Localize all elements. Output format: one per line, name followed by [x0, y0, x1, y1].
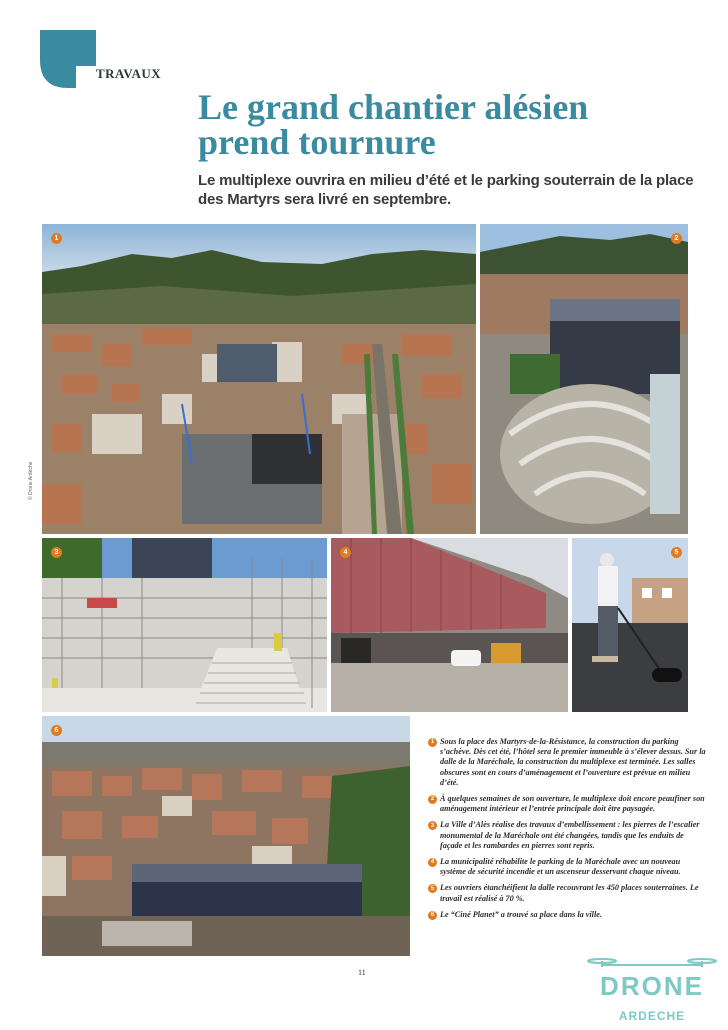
photo-number-badge: 2 [671, 233, 682, 244]
caption-number-badge: 5 [428, 884, 437, 893]
caption-number-badge: 2 [428, 795, 437, 804]
photo-staircase-scaffolding [42, 538, 327, 712]
article-title [198, 87, 698, 162]
photo-number-badge: 5 [671, 547, 682, 558]
caption-number-badge: 4 [428, 858, 437, 867]
caption-item [428, 910, 708, 920]
logo-wordmark: DRONE [600, 971, 704, 1001]
caption-number-badge: 1 [428, 738, 437, 747]
caption-text: Sous la place des Martyrs-de-la-Résistance, la construction du parking s’achève. Dès cet été, l’hôtel sera le premier immeuble à s’élever dessus. Sur la dalle de la Maréchale, la construction du multiplexe est terminée. Les salles obscures sont en cours d’aménagement et l’ouverture est prévue en milieu d’été. [440, 737, 706, 787]
article-title-line1: Le grand chantier alésien [198, 87, 589, 127]
caption-text: La municipalité réhabilite le parking de la Maréchale avec un nouveau système de sécurité incendie et un ascenseur desservant chaque niveau. [440, 857, 681, 877]
logo-subtitle: ARDECHE [618, 1009, 686, 1023]
article-subtitle: Le multiplexe ouvrira en milieu d’été et le parking souterrain de la place des Martyrs sera livré en septembre. [198, 172, 694, 208]
drone-ardeche-logo [582, 953, 722, 1028]
caption-text: La Ville d’Alès réalise des travaux d’embellissement : les pierres de l’escalier monumental de la Maréchale ont été changées, tandis que les enduits de façade et les rambardes en pierres sont repris. [440, 820, 700, 850]
section-corner-tab [40, 30, 96, 88]
caption-text: À quelques semaines de son ouverture, le multiplexe doit encore peaufiner son aménagement intérieur et l’entrée principale doit être paysagée. [440, 794, 705, 814]
caption-item [428, 883, 708, 903]
photo-captions [428, 737, 708, 926]
photo-parking-entrance [331, 538, 568, 712]
photo-number-badge: 3 [51, 547, 62, 558]
article-title-line2: prend tournure [198, 122, 436, 162]
caption-item [428, 794, 708, 814]
photo-multiplex-amphitheater [480, 224, 688, 534]
caption-item [428, 820, 708, 851]
caption-number-badge: 6 [428, 911, 437, 920]
caption-text: Les ouvriers étanchéifient la dalle recouvrant les 450 places souterraines. Le travail est réalisé à 70 %. [440, 883, 699, 903]
photo-worker-waterproofing [572, 538, 688, 712]
caption-item [428, 857, 708, 877]
photo-credit: © Drone Ardèche [28, 461, 34, 500]
photo-number-badge: 6 [51, 725, 62, 736]
photo-aerial-city [42, 224, 476, 534]
caption-item [428, 737, 708, 788]
photo-number-badge: 4 [340, 547, 351, 558]
section-label: TRAVAUX [96, 66, 162, 81]
caption-number-badge: 3 [428, 821, 437, 830]
caption-text: Le “Ciné Planet” a trouvé sa place dans la ville. [440, 909, 602, 919]
photo-number-badge: 1 [51, 233, 62, 244]
photo-city-cinema [42, 716, 410, 956]
page-number: 11 [358, 968, 366, 977]
